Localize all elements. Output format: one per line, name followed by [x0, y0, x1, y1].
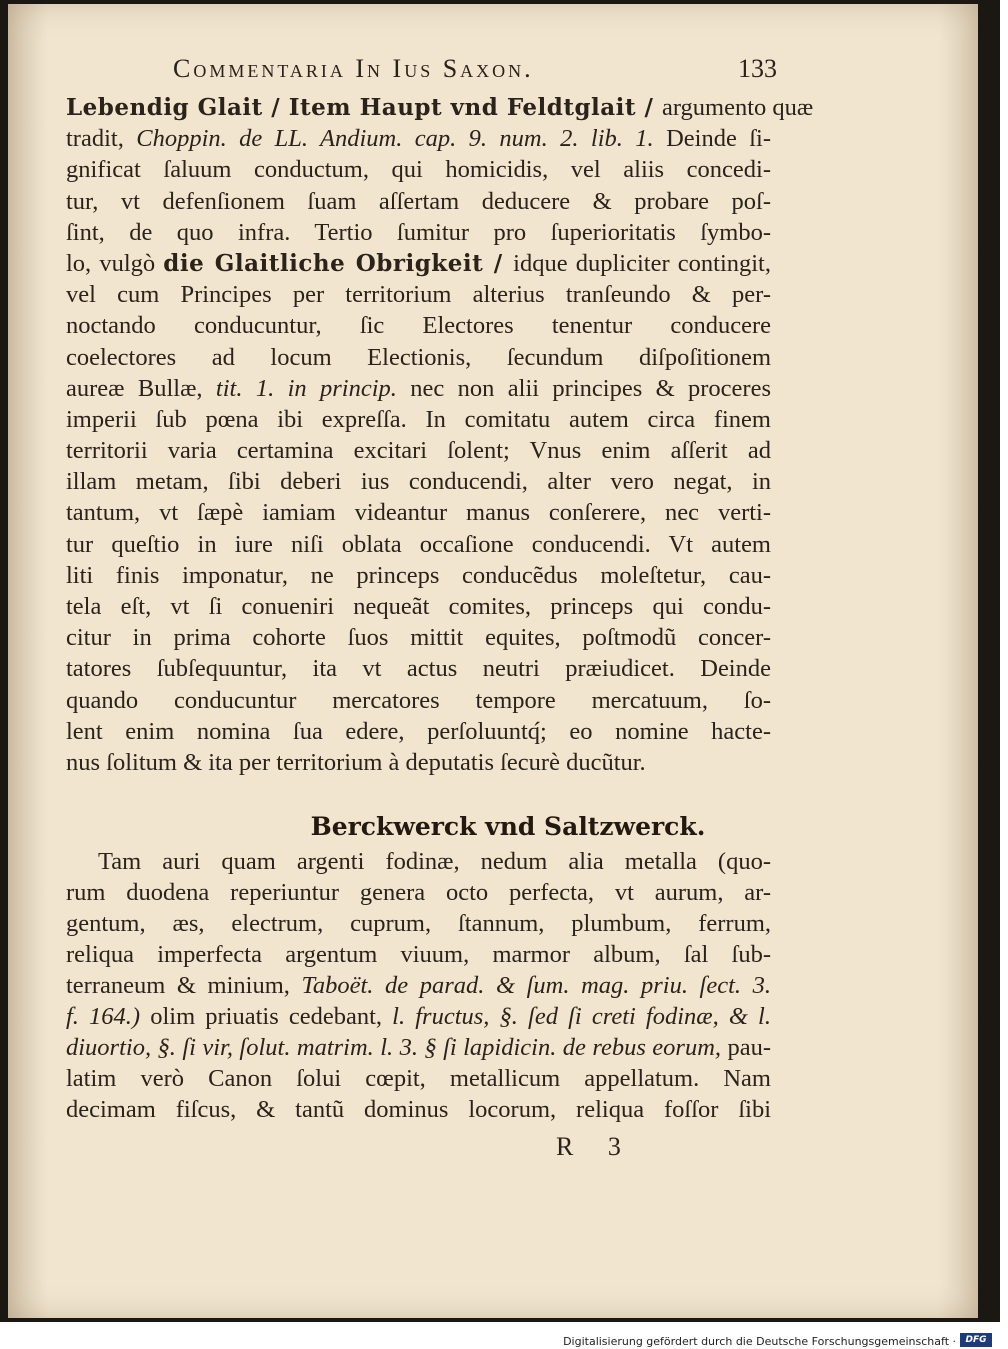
text-line	[66, 248, 771, 279]
text-run: tatores ſubſequuntur, ita vt actus neutri præiudicet. Deinde	[66, 655, 771, 683]
text-line	[66, 939, 771, 970]
text-line	[66, 1094, 771, 1125]
text-run: coelectores ad locum Electionis, ſecundum diſpoſitionem	[66, 343, 771, 371]
text-run: illam metam, ſibi deberi ius conducendi, alter vero negat, in	[66, 468, 771, 496]
paragraph-1	[66, 92, 814, 778]
text-line	[66, 747, 771, 778]
text-line	[66, 970, 771, 1001]
text-line	[66, 342, 771, 373]
text-run: pau-	[721, 1034, 771, 1061]
text-line	[66, 279, 771, 310]
text-line	[66, 373, 771, 404]
text-run: decimam fiſcus, & tantũ dominus locorum, reliqua foſſor ſibi	[66, 1096, 771, 1123]
text-run: reliqua imperfecta argentum viuum, marmor album, ſal ſub-	[66, 941, 771, 968]
text-run: Choppin. de LL. Andium. cap. 9. num. 2. lib. 1.	[136, 125, 654, 153]
text-run: tit. 1. in princip.	[215, 374, 397, 402]
text-run: tela eſt, vt ſi conueniri nequeãt comites, princeps qui condu-	[66, 593, 771, 620]
text-line	[66, 529, 771, 560]
text-run: idque dupliciter contingit,	[513, 249, 771, 277]
dfg-logo: DFG	[960, 1333, 992, 1347]
text-line	[66, 622, 771, 653]
text-line	[66, 1032, 771, 1063]
text-run: Lebendig Glait / Item Haupt vnd Feldtglait /	[66, 94, 662, 121]
text-line	[66, 560, 771, 591]
text-run: tur, vt defenſionem ſuam aſſertam deducere & probare poſ-	[66, 187, 771, 215]
footer-credit: Digitalisierung gefördert durch die Deutsche Forschungsgemeinschaft ·	[563, 1335, 956, 1348]
text-run: vel cum Principes per territorium alterius tranſeundo & per-	[66, 281, 771, 309]
text-run: terraneum & minium,	[66, 972, 302, 999]
text-line	[66, 846, 771, 877]
text-run: Tam auri quam argenti fodinæ, nedum alia metalla (quo-	[98, 848, 771, 875]
text-run: ſint, de quo infra. Tertio ſumitur pro ſuperioritatis ſymbo-	[66, 218, 771, 246]
text-line	[66, 716, 771, 747]
text-run: territorii varia certamina excitari ſolent; Vnus enim aſſerit ad	[66, 437, 771, 465]
text-run: l. fructus, §. ſed ſi creti fodinæ, & l.	[392, 1003, 771, 1030]
text-line	[66, 217, 771, 248]
page-number: 133	[738, 54, 777, 83]
text-line	[66, 154, 771, 185]
text-line	[66, 1001, 771, 1032]
text-run: lent enim nomina ſua edere, perſoluuntq́; eo nomine hacte-	[66, 717, 771, 745]
text-run: noctando conducuntur, ſic Electores tenentur conducere	[66, 312, 771, 340]
text-line	[66, 123, 771, 154]
paragraph-2	[66, 846, 771, 1125]
text-run: f. 164.)	[66, 1003, 141, 1030]
text-run: quando conducuntur mercatores tempore mercatuum, ſo-	[66, 686, 771, 714]
text-line	[66, 186, 771, 217]
text-run: latim verò Canon ſolui cœpit, metallicum appellatum. Nam	[66, 1065, 771, 1092]
text-line	[66, 1063, 771, 1094]
text-line	[66, 435, 771, 466]
text-line	[66, 497, 771, 528]
text-run: citur in prima cohorte ſuos mittit equites, poſtmodũ concer-	[66, 624, 771, 652]
text-run: diuortio, §. ſi vir, ſolut. matrim. l. 3. § ſi lapidicin. de rebus eorum,	[66, 1034, 722, 1061]
text-run: tradit,	[66, 125, 137, 153]
text-run: die Glaitliche Obrigkeit /	[163, 249, 514, 277]
text-run: liti finis imponatur, ne princeps conducẽdus moleſtetur, cau-	[66, 561, 771, 589]
book-page	[8, 4, 978, 1318]
text-line	[66, 591, 771, 622]
text-run: imperii ſub pœna ibi expreſſa. In comitatu autem circa finem	[66, 405, 771, 433]
text-line	[66, 685, 771, 716]
text-run: Taboët. de parad. & ſum. mag. priu. ſect. 3.	[301, 972, 771, 999]
text-line	[66, 466, 771, 497]
text-run: lo, vulgò	[66, 249, 164, 277]
signature-mark: R 3	[556, 1132, 635, 1161]
text-run: argumento quæ	[661, 94, 814, 121]
text-run: tur queſtio in iure niſi oblata occaſione conducendi. Vt autem	[66, 530, 771, 558]
running-title: Commentaria In Ius Saxon.	[173, 54, 534, 83]
text-run: olim priuatis cedebant,	[140, 1003, 393, 1030]
section-heading: Berckwerck vnd Saltzwerck.	[310, 812, 706, 841]
text-run: gentum, æs, electrum, cuprum, ſtannum, plumbum, ferrum,	[66, 910, 771, 937]
text-line	[66, 404, 771, 435]
text-run: tantum, vt ſæpè iamiam videantur manus conſerere, nec verti-	[66, 499, 771, 527]
text-line	[66, 908, 771, 939]
text-run: aureæ Bullæ,	[66, 374, 216, 402]
text-run: Deinde ſi-	[653, 125, 771, 153]
text-line	[66, 653, 771, 684]
text-line	[66, 310, 771, 341]
text-run: gnificat ſaluum conductum, qui homicidis, vel aliis concedi-	[66, 156, 771, 184]
text-run: nus ſolitum & ita per territorium à deputatis ſecurè ducũtur.	[66, 748, 646, 776]
text-run: rum duodena reperiuntur genera octo perfecta, vt aurum, ar-	[66, 879, 771, 906]
text-run: nec non alii principes & proceres	[396, 374, 772, 402]
text-line	[66, 92, 814, 123]
text-line	[66, 877, 771, 908]
